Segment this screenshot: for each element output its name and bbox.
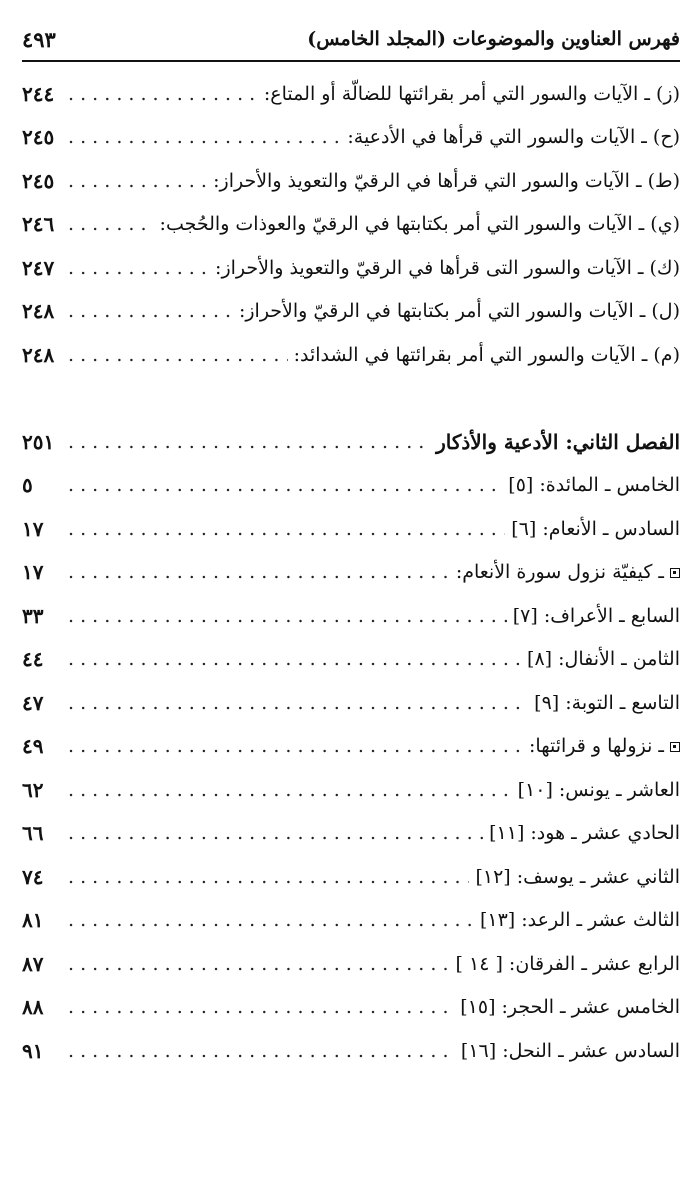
toc-entry-label [460, 996, 680, 1018]
toc-entry-row[interactable] [22, 638, 680, 682]
toc-list-section-b [22, 420, 680, 1073]
toc-entry-text: السادس عشر ـ النحل: [١٦] [460, 1039, 680, 1062]
toc-entry-label [239, 300, 680, 322]
toc-entry-row[interactable] [22, 855, 680, 899]
toc-entry-text: (ط) ـ الآيات والسور التي قرأها في الرقيّ والتعويذ والأحراز: [213, 169, 680, 192]
toc-entry-text: (ح) ـ الآيات والسور التي قرأها في الأدعية: [347, 126, 680, 149]
toc-entry-row[interactable] [22, 246, 680, 290]
toc-entry-row[interactable] [22, 1029, 680, 1073]
toc-heading-label: الفصل الثاني: الأدعية والأذكار [436, 429, 680, 454]
dot-leader [68, 212, 154, 236]
toc-entry-label [475, 866, 680, 888]
toc-entry-page: ٢٤٨ [22, 342, 55, 367]
toc-entry-label [215, 257, 680, 279]
dot-leader [68, 778, 512, 802]
toc-entry-row[interactable] [22, 812, 680, 856]
toc-entry-page: ١٧ [22, 560, 44, 585]
toc-entry-row[interactable] [22, 768, 680, 812]
dot-leader [68, 299, 233, 323]
dot-leader [68, 125, 341, 149]
toc-entry-row[interactable] [22, 290, 680, 334]
toc-entry-row[interactable] [22, 333, 680, 377]
toc-entry-row[interactable] [22, 507, 680, 551]
toc-entry-row[interactable] [22, 464, 680, 508]
toc-entry-text: (م) ـ الآيات والسور التي أمر بقرائتها في الشدائد: [293, 343, 680, 366]
toc-heading-page: ٢٥١ [22, 429, 55, 454]
toc-entry-page: ٢٤٥ [22, 168, 55, 193]
toc-entry-text: الحادي عشر ـ هود: [١١] [489, 822, 680, 845]
header-title: فهرس العناوين والموضوعات (المجلد الخامس) [307, 28, 680, 50]
toc-entry-label [456, 561, 680, 583]
toc-entry-page: ٨١ [22, 908, 44, 933]
toc-entry-label [511, 518, 680, 540]
toc-entry-text: الثامن ـ الأنفال: [٨] [527, 648, 680, 671]
toc-entry-page: ٩١ [22, 1038, 44, 1063]
dot-leader [68, 604, 507, 628]
toc-entry-text: الثاني عشر ـ يوسف: [١٢] [475, 865, 680, 888]
toc-entry-label [534, 692, 680, 714]
toc-entry-label [513, 605, 680, 627]
toc-entry-label [456, 953, 680, 975]
toc-entry-text: العاشر ـ يونس: [١٠] [517, 778, 680, 801]
toc-entry-label [508, 474, 680, 496]
toc-entry-page: ٨٨ [22, 995, 44, 1020]
toc-entry-page: ٨٧ [22, 951, 44, 976]
toc-entry-page: ٧٤ [22, 864, 44, 889]
toc-entry-label [489, 822, 680, 844]
dot-leader [68, 908, 474, 932]
dot-leader [68, 691, 528, 715]
dot-leader [68, 169, 207, 193]
dot-leader [68, 1039, 455, 1063]
toc-entry-text: التاسع ـ التوبة: [٩] [534, 691, 680, 714]
toc-entry-text: السابع ـ الأعراف: [٧] [512, 604, 680, 627]
toc-entry-text: الثالث عشر ـ الرعد: [١٣] [479, 909, 680, 932]
toc-entry-page: ٢٤٦ [22, 212, 55, 237]
toc-entry-label [480, 909, 680, 931]
dot-leader [68, 560, 450, 584]
dot-leader [68, 734, 523, 758]
toc-page [22, 0, 680, 1180]
toc-entry-label [294, 344, 680, 366]
toc-entry-text: الرابع عشر ـ الفرقان: [ ١٤ ] [455, 952, 680, 975]
toc-entry-text: الخامس ـ المائدة: [٥] [508, 474, 680, 497]
toc-entry-row[interactable] [22, 899, 680, 943]
dot-leader [68, 865, 469, 889]
toc-entry-row[interactable] [22, 681, 680, 725]
toc-entry-page: ٤٧ [22, 690, 44, 715]
toc-entry-page: ٤٩ [22, 734, 44, 759]
dot-leader [68, 952, 450, 976]
toc-entry-label [461, 1040, 680, 1062]
dot-leader [68, 647, 521, 671]
toc-entry-label [347, 126, 680, 148]
toc-entry-page: ٢٤٨ [22, 299, 55, 324]
header-page-number: ٤٩٣ [22, 26, 56, 52]
dot-leader [68, 82, 258, 106]
toc-entry-text: (ز) ـ الآيات والسور التي أمر بقرائتها للضالّة أو المتاع: [263, 82, 680, 105]
header-rule [22, 60, 680, 62]
page-header [22, 22, 680, 56]
dot-leader [68, 430, 430, 454]
toc-entry-row[interactable] [22, 594, 680, 638]
toc-entry-text: (ي) ـ الآيات والسور التي أمر بكتابتها في الرقيّ والعوذات والحُجب: [159, 213, 680, 236]
toc-entry-page: ٢٤٥ [22, 125, 55, 150]
toc-entry-row[interactable] [22, 159, 680, 203]
toc-entry-row[interactable] [22, 942, 680, 986]
dot-leader [68, 343, 288, 367]
toc-entry-text: (ك) ـ الآيات والسور التى قرأها في الرقيّ والتعويذ والأحراز: [215, 256, 680, 279]
toc-entry-label [527, 648, 680, 670]
toc-entry-label [529, 735, 680, 757]
toc-entry-page: ٥ [22, 473, 33, 498]
toc-entry-text: السادس ـ الأنعام: [٦] [511, 517, 680, 540]
toc-entry-row[interactable] [22, 551, 680, 595]
toc-entry-row[interactable] [22, 986, 680, 1030]
dot-leader [68, 256, 209, 280]
toc-entry-label [264, 83, 680, 105]
toc-list-section-a [22, 72, 680, 377]
dot-leader [68, 517, 505, 541]
toc-entry-page: ٢٤٤ [22, 81, 55, 106]
toc-entry-row[interactable] [22, 725, 680, 769]
toc-entry-label [160, 213, 680, 235]
toc-entry-text: ـ كيفيّة نزول سورة الأنعام: [455, 561, 664, 584]
toc-entry-text: الخامس عشر ـ الحجر: [١٥] [460, 996, 680, 1019]
toc-entry-page: ٤٤ [22, 647, 44, 672]
toc-entry-label [213, 170, 680, 192]
toc-entry-page: ٦٦ [22, 821, 44, 846]
dot-leader [68, 821, 483, 845]
toc-entry-text: (ل) ـ الآيات والسور التي أمر بكتابتها في الرقيّ والأحراز: [238, 300, 680, 323]
toc-entry-page: ٦٢ [22, 777, 44, 802]
dot-leader [68, 473, 502, 497]
toc-entry-page: ٢٤٧ [22, 255, 55, 280]
toc-entry-row[interactable] [22, 203, 680, 247]
toc-entry-row[interactable] [22, 116, 680, 160]
dot-leader [68, 995, 454, 1019]
toc-entry-row[interactable] [22, 72, 680, 116]
square-bullet-icon [670, 568, 680, 578]
toc-heading-row[interactable] [22, 420, 680, 464]
toc-entry-label [518, 779, 680, 801]
square-bullet-icon [670, 742, 680, 752]
toc-entry-page: ١٧ [22, 516, 44, 541]
toc-entry-text: ـ نزولها و قرائتها: [529, 735, 664, 758]
toc-entry-page: ٣٣ [22, 603, 44, 628]
